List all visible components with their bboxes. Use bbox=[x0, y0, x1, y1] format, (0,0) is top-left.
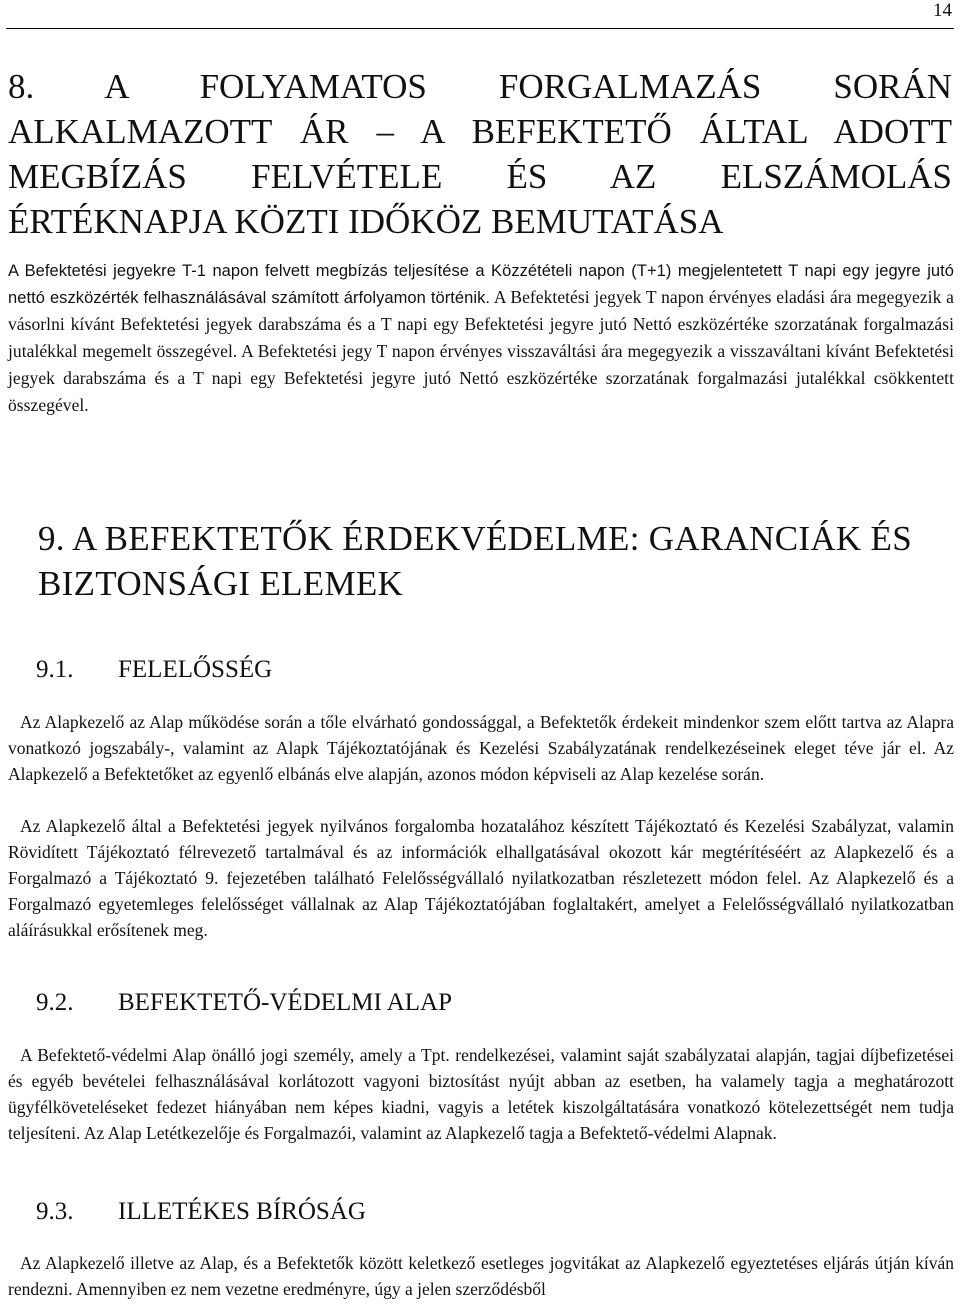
section-9-1-number: 9.1. bbox=[36, 656, 74, 683]
section-8-paragraph bbox=[8, 258, 954, 419]
section-8-heading-line-4: ÉRTÉKNAPJA KÖZTI IDŐKÖZ BEMUTATÁSA bbox=[8, 202, 724, 241]
section-9-1-paragraph-1 bbox=[8, 709, 954, 787]
section-9-2-title: BEFEKTETŐ-VÉDELMI ALAP bbox=[118, 989, 452, 1016]
section-9-3-number: 9.3. bbox=[36, 1198, 74, 1225]
section-9-1-paragraph-1-text: Az Alapkezelő az Alap működése során a tőle elvárható gondossággal, a Befektetők érdekeit mindenkor szem előtt tartva az Alapra vonatkozó jogszabály-, valamint az Alapk Tájékoztatójának és Kezelési Szabályzatának rendelkezéseinek eleget téve jár el. Az Alapkezelő a Befektetőket az egyenlő elbánás elve alapján, azonos módon képviseli az Alap kezelése során. bbox=[8, 712, 954, 784]
section-9-3-paragraph bbox=[8, 1250, 954, 1302]
section-8-sentence-rest: A Befektetési jegyek T napon érvényes eladási ára megegyezik a vásorlni kívánt Befektetési jegyek darabszáma és a T napi egy Befektetési jegyre jutó Nettó eszközértéke szorzatának forgalmazási jutalékkal megemelt összegével. A Befektetési jegy T napon érvényes visszaváltási ára megegyezik a visszaváltani kívánt Befektetési jegyek darabszáma és a T napi egy Befektetési jegyre jutó Nettó eszközértéke szorzatának forgalmazási jutalékkal csökkentett összegével. bbox=[8, 287, 954, 415]
section-9-1-title: FELELŐSSÉG bbox=[118, 656, 273, 683]
section-8-heading-line-3: MEGBÍZÁS FELVÉTELE ÉS AZ ELSZÁMOLÁS bbox=[8, 157, 952, 196]
header-rule bbox=[6, 28, 954, 29]
section-9-1-paragraph-2 bbox=[8, 813, 954, 943]
section-8-heading bbox=[8, 64, 952, 244]
section-8-heading-line-1: 8. A FOLYAMATOS FORGALMAZÁS SORÁN bbox=[8, 67, 952, 106]
section-9-2-heading bbox=[36, 988, 452, 1018]
section-8-sentence-1: A Befektetési jegyekre T-1 napon felvett megbízás teljesítése a Közzétételi napon (T+1) megjelentetett T napi egy jegyre jutó nettó eszközérték felhasználásával számított árfolyamon történik. bbox=[8, 262, 954, 307]
section-9-2-paragraph-text: A Befektető-védelmi Alap önálló jogi személy, amely a Tpt. rendelkezései, valamint saját szabályzatai alapján, tagjai díjbefizetései és egyéb bevételei felhasználásával korlátozott vagyoni biztosítást nyújt abban az esetben, ha valamely tagja a meghatározott ügyfélköveteléseket fedezet hiányában nem képes kiadni, vagyis a letétek kiszolgáltatására vonatkozó kötelezettségét nem tudja teljesíteni. Az Alap Letétkezelője és Forgalmazói, valamint az Alapkezelő tagja a Befektető-védelmi Alapnak. bbox=[8, 1045, 954, 1143]
section-9-heading-line-2: BIZTONSÁGI ELEMEK bbox=[38, 564, 404, 603]
section-9-1-paragraph-2-text: Az Alapkezelő által a Befektetési jegyek nyilvános forgalomba hozatalához készített Tájékoztató és Kezelési Szabályzat, valamin Rövidített Tájékoztató félrevezető tartalmával és az információk elhallgatásával okozott kár megtérítéséért az Alapkezelő és a Forgalmazó a Tájékoztató 9. fejezetében található Felelősségvállaló nyilatkozatban részletezett módon felel. Az Alapkezelő és a Forgalmazó egyetemleges felelősséget vállalnak az Alap Tájékoztatójában foglaltakért, amelyet a Felelősségvállaló nyilatkozatban aláírásukkal erősítenek meg. bbox=[8, 816, 954, 940]
section-9-2-number: 9.2. bbox=[36, 989, 74, 1016]
section-8-heading-line-2: ALKALMAZOTT ÁR – A BEFEKTETŐ ÁLTAL ADOTT bbox=[8, 112, 952, 151]
page-number: 14 bbox=[933, 0, 952, 21]
section-9-heading bbox=[38, 516, 912, 606]
section-9-heading-line-1: 9. A BEFEKTETŐK ÉRDEKVÉDELME: GARANCIÁK ÉS bbox=[38, 519, 912, 558]
section-9-2-paragraph bbox=[8, 1042, 954, 1146]
section-9-3-title: ILLETÉKES BÍRÓSÁG bbox=[118, 1198, 366, 1225]
section-9-1-heading bbox=[36, 655, 272, 685]
section-9-3-heading bbox=[36, 1197, 366, 1227]
section-9-3-paragraph-text: Az Alapkezelő illetve az Alap, és a Befektetők között keletkező esetleges jogvitákat az Alapkezelő egyeztetéses eljárás útján kíván rendezni. Amennyiben ez nem vezetne eredményre, úgy a jelen szerződésből bbox=[8, 1253, 954, 1299]
